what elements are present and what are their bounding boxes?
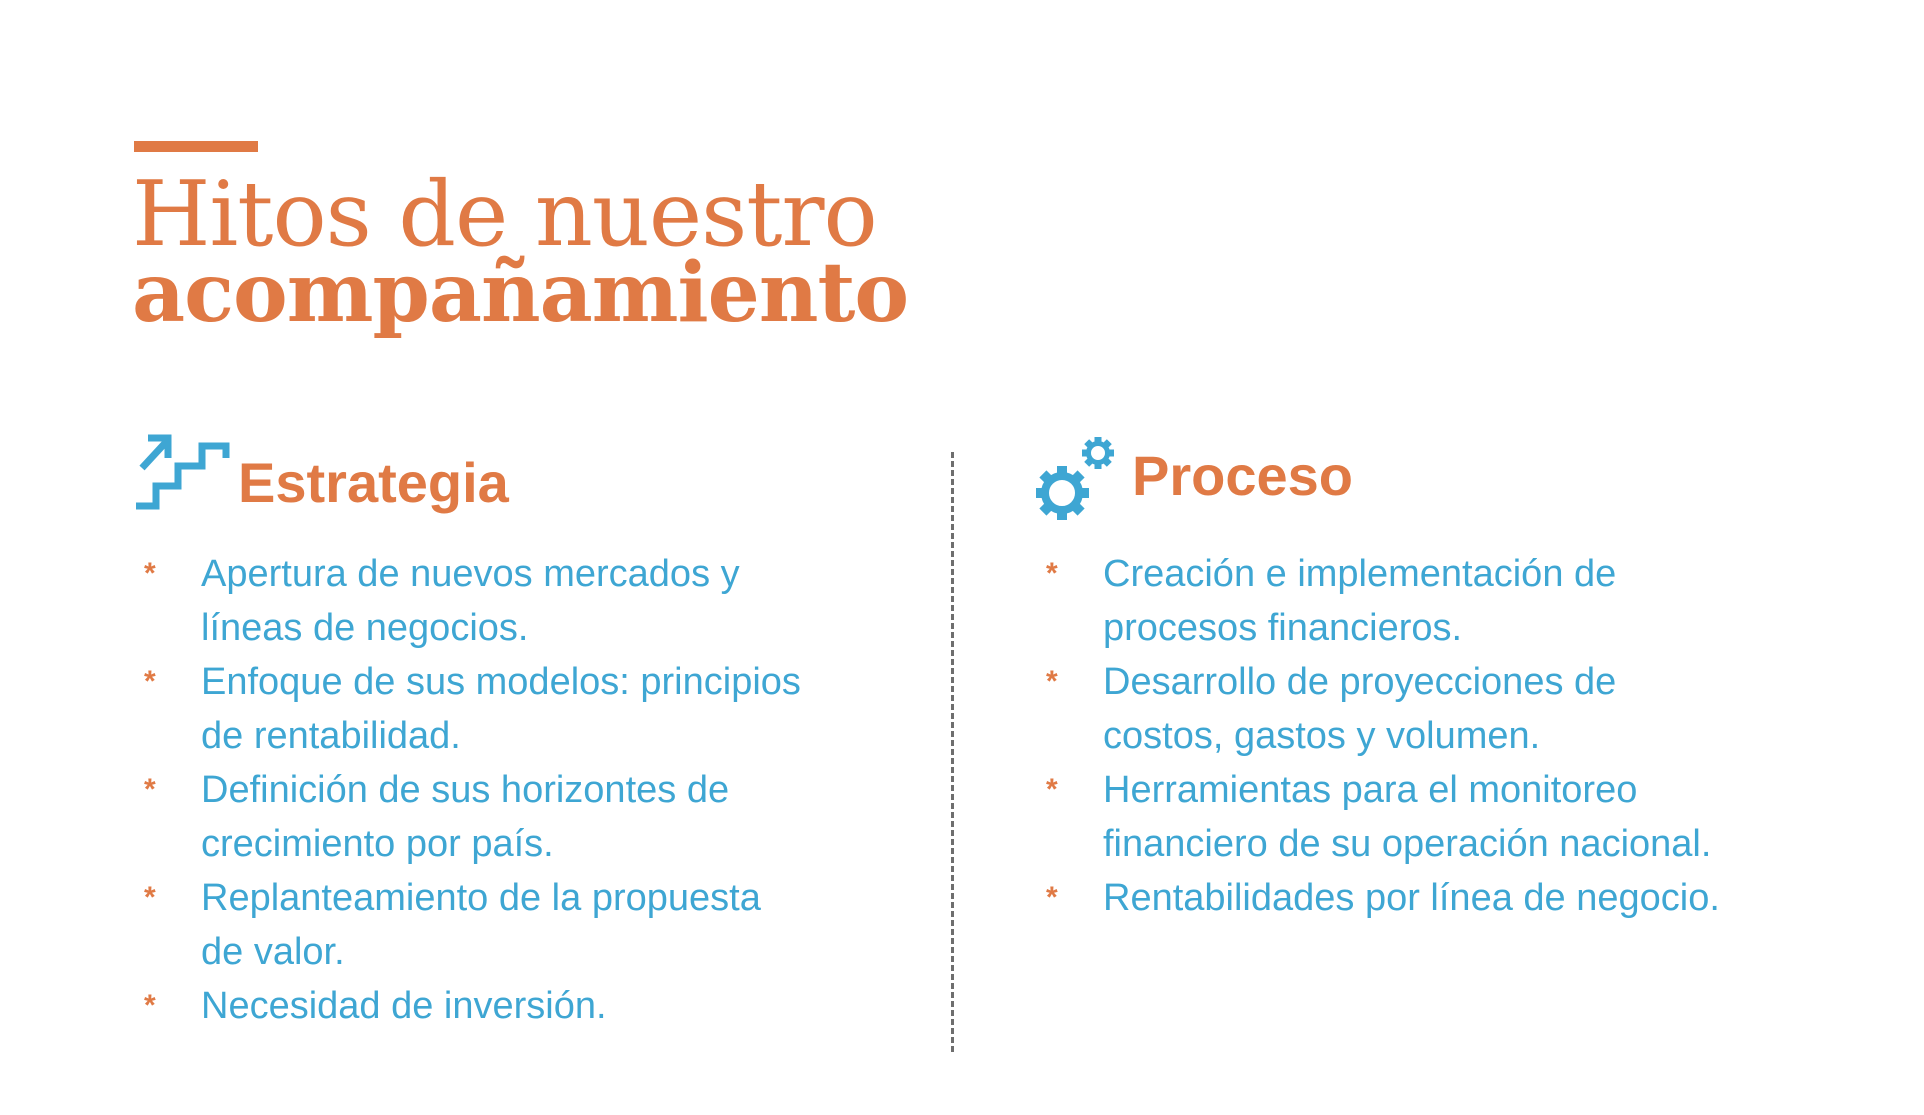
asterisk-bullet-icon: * <box>1046 557 1058 590</box>
asterisk-bullet-icon: * <box>144 773 156 806</box>
list-item <box>1036 547 1720 655</box>
proceso-header <box>1036 425 1896 525</box>
list-item-line: procesos financieros. <box>1103 607 1463 649</box>
list-item <box>134 763 801 871</box>
asterisk-bullet-icon: * <box>1046 773 1058 806</box>
proceso-list <box>1036 547 1720 925</box>
list-item-line: Definición de sus horizontes de <box>201 769 730 811</box>
list-item-line: Desarrollo de proyecciones de <box>1103 661 1617 703</box>
list-item <box>1036 655 1720 763</box>
list-item-line: crecimiento por país. <box>201 823 554 865</box>
asterisk-bullet-icon: * <box>144 989 156 1022</box>
asterisk-bullet-icon: * <box>1046 881 1058 914</box>
list-item <box>134 547 801 655</box>
estrategia-list <box>134 547 801 1033</box>
stairs-up-arrow-icon <box>134 430 230 514</box>
list-item-line: Enfoque de sus modelos: principios <box>201 661 801 703</box>
title-accent-bar <box>134 141 258 152</box>
list-item-line: Rentabilidades por línea de negocio. <box>1103 877 1720 919</box>
list-item-line: líneas de negocios. <box>201 607 529 649</box>
asterisk-bullet-icon: * <box>1046 665 1058 698</box>
list-item-line: Creación e implementación de <box>1103 553 1617 595</box>
list-item-line: costos, gastos y volumen. <box>1103 715 1541 757</box>
proceso-heading: Proceso <box>1132 444 1353 507</box>
estrategia-header <box>134 425 894 525</box>
list-item-line: financiero de su operación nacional. <box>1103 823 1712 865</box>
page-title-line1: Hitos de nuestro <box>132 162 877 267</box>
asterisk-bullet-icon: * <box>144 881 156 914</box>
estrategia-heading: Estrategia <box>238 451 509 514</box>
asterisk-bullet-icon: * <box>144 665 156 698</box>
page-title <box>132 162 909 341</box>
list-item-line: Replanteamiento de la propuesta <box>201 877 761 919</box>
list-item-line: Apertura de nuevos mercados y <box>201 553 740 595</box>
list-item-line: de rentabilidad. <box>201 715 461 757</box>
estrategia-section <box>134 425 894 1027</box>
page-title-line2: acompañamiento <box>132 245 909 341</box>
list-item <box>1036 871 1720 925</box>
list-item <box>134 655 801 763</box>
list-item <box>134 871 801 979</box>
asterisk-bullet-icon: * <box>144 557 156 590</box>
list-item-line: Necesidad de inversión. <box>201 985 607 1027</box>
gears-icon <box>1036 433 1116 527</box>
list-item-line: Herramientas para el monitoreo <box>1103 769 1638 811</box>
list-item <box>134 979 801 1033</box>
proceso-section <box>1036 425 1896 919</box>
list-item-line: de valor. <box>201 931 345 973</box>
column-divider <box>951 452 954 1052</box>
list-item <box>1036 763 1720 871</box>
